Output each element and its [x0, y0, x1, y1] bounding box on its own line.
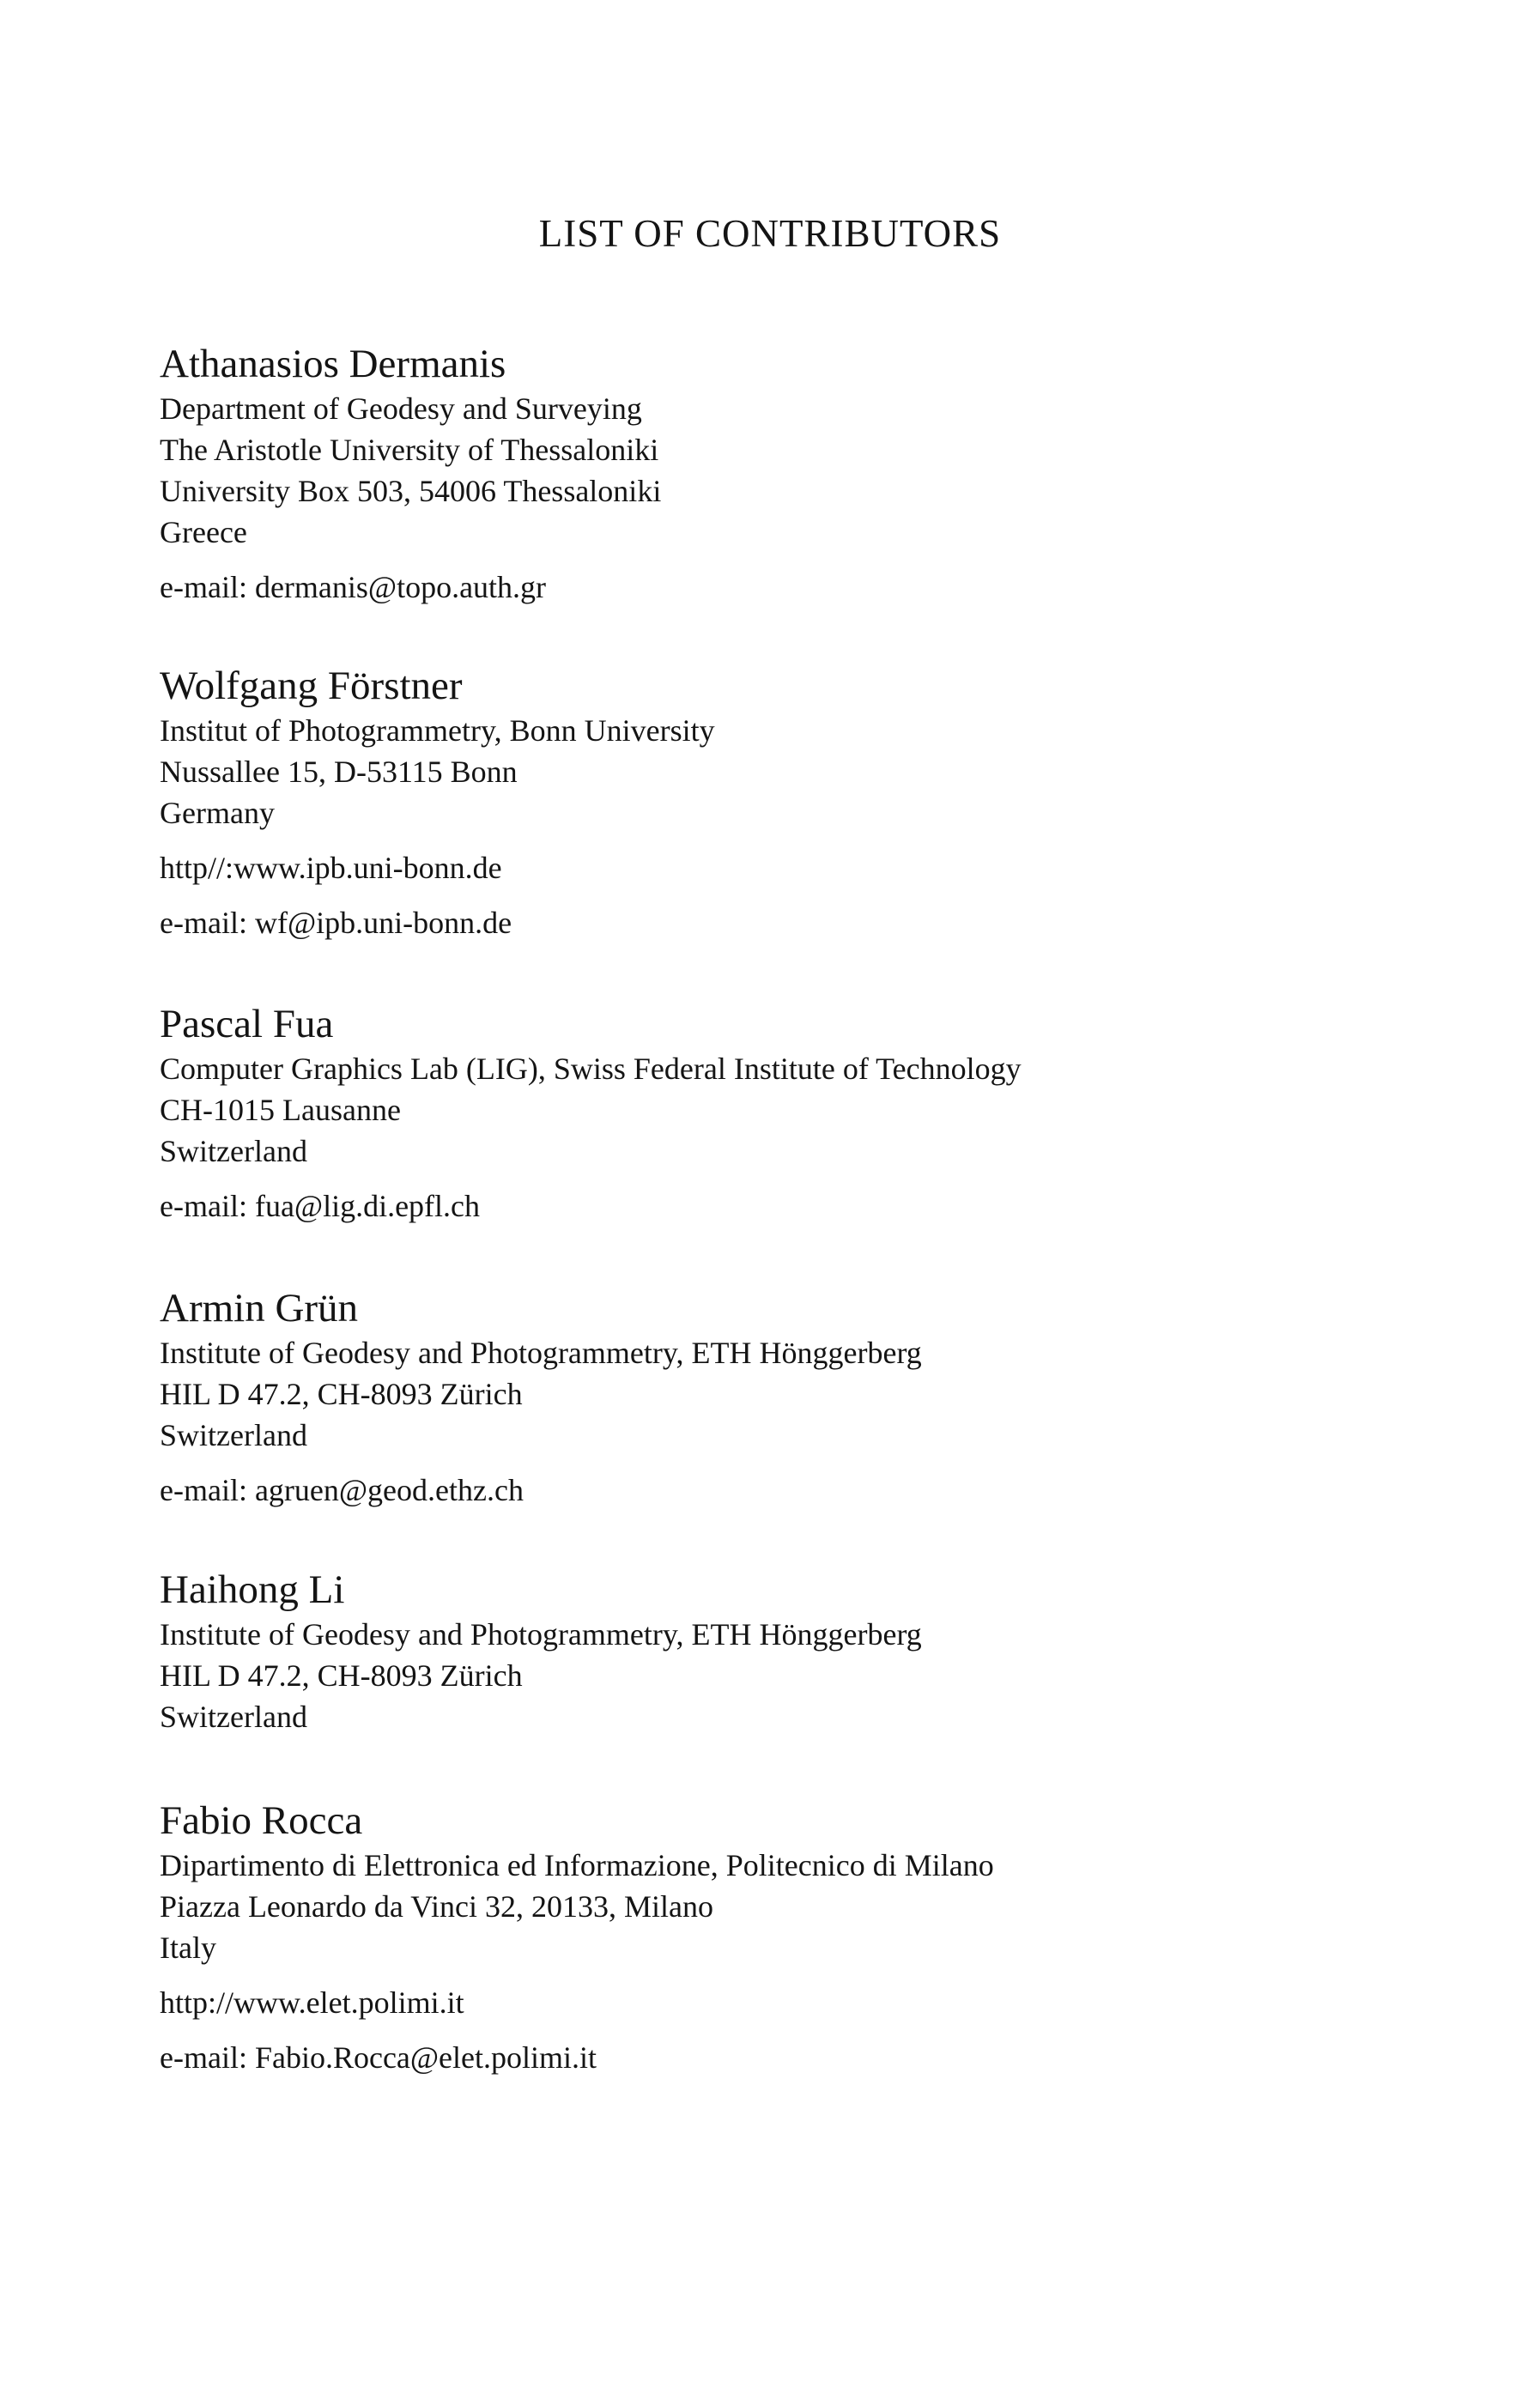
address-line: Greece	[160, 515, 247, 549]
contributor-website: http//:www.ipb.uni-bonn.de	[160, 851, 502, 885]
contributor-entry	[160, 1798, 1447, 2078]
contributor-name: Haihong Li	[160, 1567, 345, 1612]
contributor-email: e-mail: wf@ipb.uni-bonn.de	[160, 906, 512, 940]
address-line: Germany	[160, 796, 275, 830]
address-line: Institut of Photogrammetry, Bonn University	[160, 713, 715, 748]
contributor-address	[160, 1845, 1447, 1968]
contributor-entry	[160, 1286, 1447, 1511]
address-line: Institute of Geodesy and Photogrammetry, ETH Hönggerberg	[160, 1336, 922, 1370]
contributor-name: Athanasios Dermanis	[160, 342, 506, 386]
contributor-email: e-mail: agruen@geod.ethz.ch	[160, 1473, 524, 1507]
address-line: CH-1015 Lausanne	[160, 1093, 401, 1127]
page-title: LIST OF CONTRIBUTORS	[538, 212, 1002, 255]
contributor-address	[160, 1048, 1447, 1172]
contributor-entry	[160, 664, 1447, 943]
address-line: Italy	[160, 1930, 216, 1965]
address-line: Computer Graphics Lab (LIG), Swiss Federal Institute of Technology	[160, 1052, 1022, 1086]
contributor-entry	[160, 1567, 1447, 1737]
contributor-name: Fabio Rocca	[160, 1798, 363, 1843]
contributor-name: Pascal Fua	[160, 1002, 334, 1046]
contributor-entry	[160, 342, 1447, 608]
contributor-email: e-mail: Fabio.Rocca@elet.polimi.it	[160, 2040, 597, 2075]
contributor-address	[160, 1332, 1447, 1456]
address-line: Switzerland	[160, 1134, 307, 1168]
contributor-email: e-mail: fua@lig.di.epfl.ch	[160, 1189, 481, 1223]
contributor-address	[160, 710, 1447, 833]
address-line: Institute of Geodesy and Photogrammetry, ETH Hönggerberg	[160, 1617, 922, 1652]
address-line: Nussallee 15, D-53115 Bonn	[160, 755, 518, 789]
address-line: Switzerland	[160, 1418, 307, 1452]
address-line: Piazza Leonardo da Vinci 32, 20133, Milano	[160, 1889, 714, 1924]
address-line: Switzerland	[160, 1700, 307, 1734]
address-line: University Box 503, 54006 Thessaloniki	[160, 474, 662, 508]
contributor-entry	[160, 1002, 1447, 1227]
contributor-email: e-mail: dermanis@topo.auth.gr	[160, 570, 547, 604]
contributor-website: http://www.elet.polimi.it	[160, 1985, 464, 2020]
contributor-name: Wolfgang Förstner	[160, 664, 463, 708]
address-line: The Aristotle University of Thessaloniki	[160, 433, 659, 467]
contributor-name: Armin Grün	[160, 1286, 359, 1330]
address-line: HIL D 47.2, CH-8093 Zürich	[160, 1377, 523, 1411]
address-line: Department of Geodesy and Surveying	[160, 391, 642, 426]
address-line: HIL D 47.2, CH-8093 Zürich	[160, 1658, 523, 1693]
contributor-address	[160, 1614, 1447, 1737]
address-line: Dipartimento di Elettronica ed Informazione, Politecnico di Milano	[160, 1848, 994, 1882]
contributor-address	[160, 388, 1447, 553]
